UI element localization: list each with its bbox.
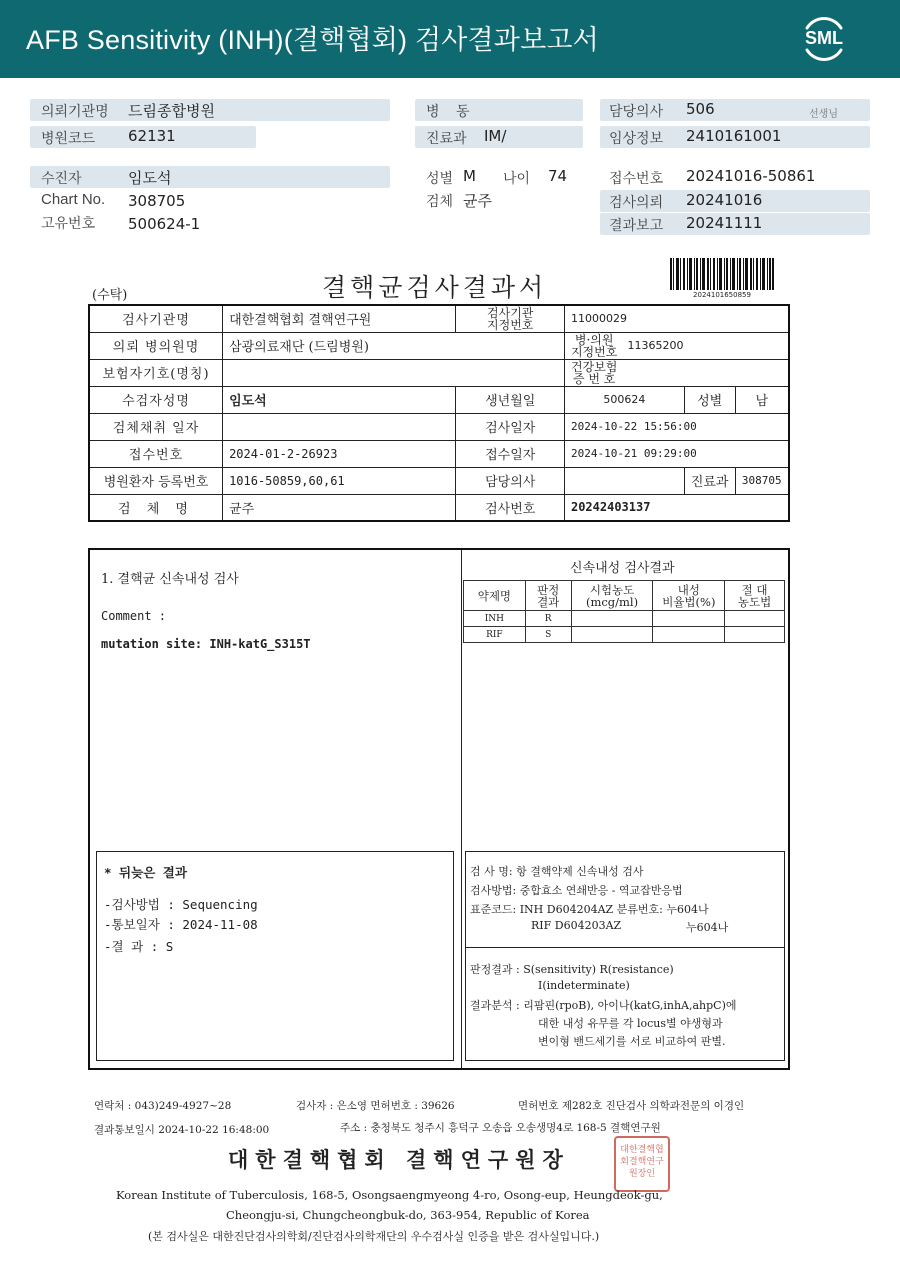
hosp-code-cell [564,332,789,359]
ratio-cell [653,611,725,627]
sens-header: 약제명 [464,581,526,611]
address: 주소 : 충청북도 청주시 흥덕구 오송읍 오송생명4로 168-5 결핵연구원 [340,1122,661,1134]
std-code-line: 표준코드: INH D604204AZ 분류번호: 누604나 [470,903,709,916]
english-line1: Korean Institute of Tuberculosis, 168-5, Osongsaengmyeong 4-ro, Osong-eup, Heungdeok-gu, [116,1188,663,1202]
sens-header: 시험농도 (mcg/ml) [571,581,653,611]
document-title: 결핵균검사결과서 [322,273,548,302]
method-line: -검사방법 : Sequencing [104,897,258,912]
age-label: 나이 [503,171,531,187]
report-title: AFB Sensitivity (INH)(결핵협회) 검사결과보고서 [26,25,599,55]
pt-no-label: 병원환자 등록번호 [89,467,223,494]
gender-label: 성별 [684,386,735,413]
judge-line1: 판정결과 : S(sensitivity) R(resistance) [470,963,674,976]
late-result-title: * 뒤늦은 결과 [104,865,187,880]
specimen-label: 검체 [426,194,454,210]
receipt-value: 20241016-50861 [686,167,816,185]
specimen-value: 균주 [463,192,492,210]
unique-label: 고유번호 [41,216,96,232]
mutation-text: mutation site: INH-katG_S315T [101,637,311,651]
ward-label: 병 동 [426,104,476,120]
drug-cell: INH [464,611,526,627]
chart-value: 308705 [128,192,186,210]
info-table [88,304,790,522]
dept-value: IM/ [484,127,507,145]
sex-label: 성별 [426,171,454,187]
receipt-label: 접수번호 [609,171,664,187]
patient-value: 임도석 [128,169,172,187]
req-hosp-label: 의뢰 병의원명 [89,332,223,359]
unique-value: 500624-1 [128,215,201,233]
lab-name-label: 검사기관명 [89,305,223,332]
barcode-icon [670,258,774,290]
test-no-label: 검사번호 [456,494,565,521]
abs-cell [725,627,785,643]
doctor-suffix: 선생님 [809,109,838,120]
drug-cell: RIF [464,627,526,643]
collect-value [223,413,456,440]
table-row [464,611,785,627]
institution-value: 드림종합병원 [128,102,215,120]
lab-code-value: 11000029 [564,305,789,332]
report-value: 20241111 [686,214,763,232]
attending-label: 담당의사 [456,467,565,494]
std-code-line2-b: 누604나 [686,921,729,934]
institution-label: 의뢰기관명 [41,104,109,120]
name-label: 수검자성명 [89,386,223,413]
tester: 검사자 : 은소영 면허번호 : 39626 [296,1100,455,1112]
attending-value [564,467,684,494]
dept-label: 진료과 [426,131,467,147]
sens-header: 판정 결과 [525,581,571,611]
late-result-box [96,851,454,1061]
name-value: 임도석 [223,386,456,413]
patient-label: 수진자 [41,171,82,187]
clinic-value: 308705 [735,467,789,494]
hosp-code-label: 병·의원 지정번호 [570,332,618,359]
result-line: -결 과 : S [104,939,174,954]
ratio-cell [653,627,725,643]
clinical-value: 2410161001 [686,127,782,145]
reg-date-label: 접수일자 [456,440,565,467]
english-line2: Cheongju-si, Chungcheongbuk-do, 363-954, Republic of Korea [226,1208,590,1222]
dob-label: 생년월일 [456,386,565,413]
copy-label: (수탁) [92,288,128,303]
conc-cell [571,627,653,643]
clinical-label: 임상정보 [609,131,664,147]
sens-header: 내성 비율법(%) [653,581,725,611]
lab-code-label: 검사기관 지정번호 [456,305,565,332]
table-row [464,627,785,643]
test-method-line: 검사방법: 중합효소 연쇄반응 - 역교잡반응법 [470,884,683,897]
cert-note: (본 검사실은 대한진단검사의학회/진단검사의학재단의 우수검사실 인증을 받은 검사실입니다.) [148,1230,600,1243]
test-date-value: 2024-10-22 15:56:00 [564,413,789,440]
analysis-line1: 결과분석 : 리팜핀(rpoB), 아이나(katG,inhA,ahpC)에 [470,999,737,1012]
sex-value: M [463,167,476,185]
doctor-value: 506 [686,100,715,118]
header-banner [0,0,900,78]
reg-value: 2024-01-2-26923 [223,440,456,467]
specimen-name-value: 균주 [223,494,456,521]
request-value: 20241016 [686,191,763,209]
gender-value: 남 [735,386,789,413]
reg-label: 접수번호 [89,440,223,467]
std-code-line2-a: RIF D604203AZ [531,919,622,932]
sensitivity-table [463,580,785,643]
hosp-code-value: 11365200 [627,339,684,352]
insured-value [223,359,565,386]
health-cell [564,359,789,386]
notify-line: -통보일자 : 2024-11-08 [104,917,258,932]
doctor-label: 담당의사 [609,104,664,120]
hospital-code-value: 62131 [128,127,176,145]
judge-line2: I(indeterminate) [538,979,630,992]
result-cell: S [525,627,571,643]
org-name: 대한결핵협회 결핵연구원장 [228,1147,570,1172]
sml-logo: SML [797,14,851,62]
patient-bar [30,166,390,188]
right-title: 신속내성 검사결과 [570,561,675,576]
sensitivity-header-row [464,581,785,611]
collect-label: 검체채취 일자 [89,413,223,440]
notify-date: 결과통보일시 2024-10-22 16:48:00 [94,1124,270,1136]
health-label: 건강보험 증 번 호 [570,359,618,386]
lab-name-value: 대한결핵협회 결핵연구원 [223,305,456,332]
test-name-line: 검 사 명: 항 결핵약제 신속내성 검사 [470,865,644,878]
test-date-label: 검사일자 [456,413,565,440]
req-hosp-value: 삼광의료재단 (드림병원) [223,332,565,359]
comment-label: Comment : [101,609,167,623]
abs-cell [725,611,785,627]
conc-cell [571,611,653,627]
chart-label: Chart No. [41,191,106,208]
insured-label: 보험자기호(명칭) [89,359,223,386]
specimen-name-label: 검 체 명 [89,494,223,521]
clinic-label: 진료과 [684,467,735,494]
official-seal: 대한결핵협회결핵연구원장인 [614,1136,670,1192]
barcode-number: 2024101650859 [693,291,751,299]
section-title: 1. 결핵균 신속내성 검사 [101,572,239,587]
pt-no-value: 1016-50859,60,61 [223,467,456,494]
hospital-code-label: 병원코드 [41,131,96,147]
reg-date-value: 2024-10-21 09:29:00 [564,440,789,467]
contact: 연락처 : 043)249-4927~28 [94,1100,232,1112]
report-label: 결과보고 [609,218,664,234]
test-no-value: 20242403137 [564,494,789,521]
sens-header: 절 대 농도법 [725,581,785,611]
analysis-line3: 변이형 밴드세기를 서로 비교하여 판별. [538,1035,726,1048]
license: 면허번호 제282호 진단검사 의학과전문의 이경인 [518,1100,745,1112]
analysis-line2: 대한 내성 유무를 각 locus별 야생형과 [538,1017,723,1030]
request-label: 검사의뢰 [609,195,664,211]
result-cell: R [525,611,571,627]
age-value: 74 [548,167,568,185]
dob-value: 500624 [564,386,684,413]
